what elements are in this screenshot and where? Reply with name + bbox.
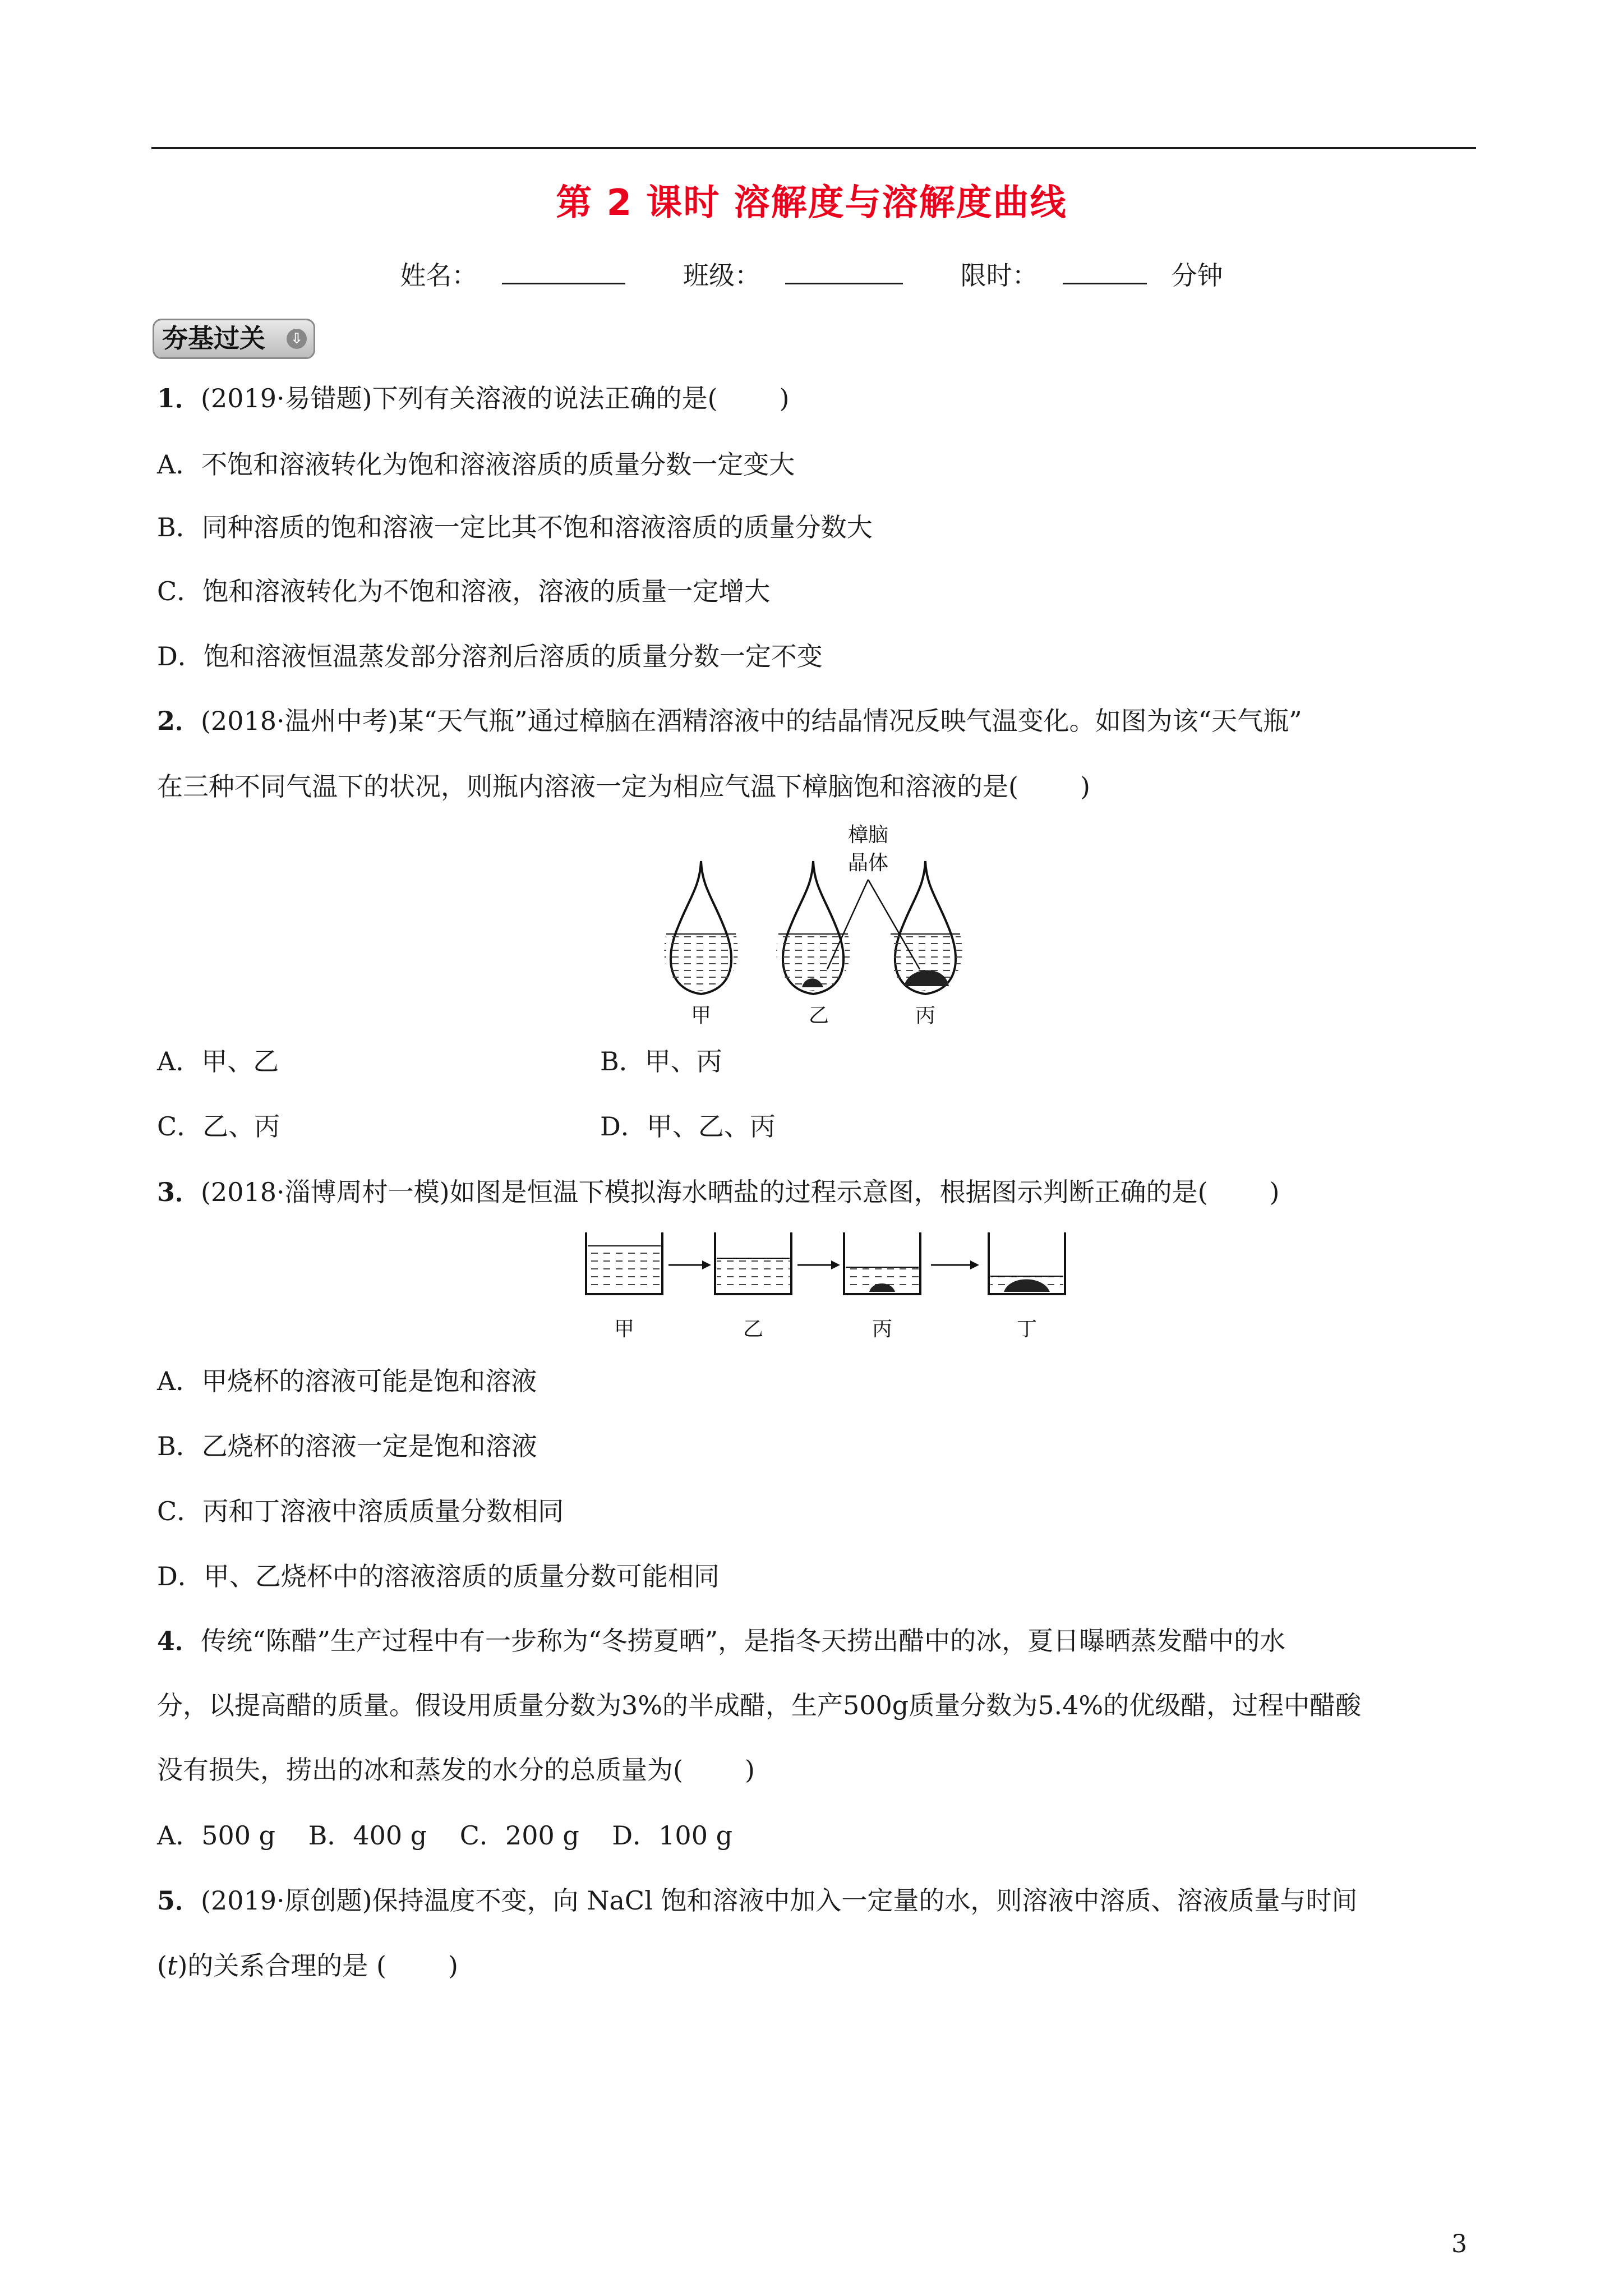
q1-option-d: D．饱和溶液恒温蒸发部分溶剂后溶质的质量分数一定不变 xyxy=(157,641,823,671)
q2-stem-line2 xyxy=(157,770,1090,803)
q1-number: 1． xyxy=(157,383,201,413)
label-yi: 乙 xyxy=(808,1004,829,1027)
q3-stem xyxy=(157,1175,1280,1209)
q5-open-paren: ( xyxy=(157,1950,167,1981)
time-blank[interactable] xyxy=(1063,257,1147,284)
q4-close-paren: ) xyxy=(744,1755,755,1785)
class-label: 班级： xyxy=(683,260,760,291)
q4-stem-line3 xyxy=(157,1753,755,1787)
beaker-ding xyxy=(989,1232,1065,1294)
section-badge-label: 夯基过关 xyxy=(162,323,265,353)
q4-text-3: 没有损失，捞出的冰和蒸发的水分的总质量为( xyxy=(157,1755,683,1785)
q1-option-a: A．不饱和溶液转化为饱和溶液溶质的质量分数一定变大 xyxy=(157,449,795,480)
bottle-jia xyxy=(664,861,738,994)
q3-option-d: D．甲、乙烧杯中的溶液溶质的质量分数可能相同 xyxy=(157,1561,720,1591)
q1-close-paren: ) xyxy=(779,383,790,413)
beaker-bing xyxy=(844,1232,920,1294)
q3-number: 3． xyxy=(157,1177,201,1207)
q5-text-1: (2019·原创题)保持温度不变，向 NaCl 饱和溶液中加入一定量的水，则溶液中溶质、溶液质量与时间 xyxy=(201,1885,1358,1916)
q1-option-c: C．饱和溶液转化为不饱和溶液，溶液的质量一定增大 xyxy=(157,576,771,606)
page-number: 3 xyxy=(1451,2230,1467,2258)
q4-stem-line2: 分，以提高醋的质量。假设用质量分数为3%的半成醋，生产500g质量分数为5.4%的优级醋，过程中醋酸 xyxy=(157,1690,1362,1720)
q3-option-a: A．甲烧杯的溶液可能是饱和溶液 xyxy=(157,1366,537,1396)
q5-close-paren: ) xyxy=(448,1950,458,1981)
q3-text: (2018·淄博周村一模)如图是恒温下模拟海水晒盐的过程示意图，根据图示判断正确的是( xyxy=(201,1177,1208,1207)
evaporation-figure xyxy=(578,1226,1071,1349)
beaker-yi xyxy=(715,1232,791,1294)
q5-text-2: )的关系合理的是 ( xyxy=(177,1950,386,1981)
label-beaker-bing: 丙 xyxy=(872,1318,893,1341)
page-title: 第 2 课时 溶解度与溶解度曲线 xyxy=(556,182,1067,224)
bottle-bing xyxy=(888,861,962,994)
q2-option-b: B．甲、丙 xyxy=(600,1046,722,1076)
beaker-jia xyxy=(586,1232,662,1294)
label-beaker-ding: 丁 xyxy=(1016,1318,1038,1341)
q3-option-c: C．丙和丁溶液中溶质质量分数相同 xyxy=(157,1496,564,1526)
q4-number: 4． xyxy=(157,1626,201,1656)
time-unit: 分钟 xyxy=(1171,260,1223,291)
label-beaker-jia: 甲 xyxy=(614,1318,635,1341)
q2-option-d: D．甲、乙、丙 xyxy=(600,1111,776,1142)
q5-stem-line1 xyxy=(157,1884,1357,1917)
label-beaker-yi: 乙 xyxy=(743,1318,764,1341)
q2-close-paren: ) xyxy=(1080,771,1090,802)
q4-options: A．500 g B．400 g C．200 g D．100 g xyxy=(157,1820,733,1851)
bottle-yi xyxy=(776,861,850,994)
name-label: 姓名： xyxy=(400,260,478,291)
q5-stem-line2 xyxy=(157,1949,458,1982)
q5-number: 5． xyxy=(157,1885,201,1916)
callout-line2: 晶体 xyxy=(847,852,889,875)
time-label: 限时： xyxy=(960,260,1038,291)
name-blank[interactable] xyxy=(502,257,625,284)
q2-option-a: A．甲、乙 xyxy=(157,1046,279,1076)
weather-bottle-figure xyxy=(634,819,1038,1032)
q4-text-1: 传统“陈醋”生产过程中有一步称为“冬捞夏晒”，是指冬天捞出醋中的冰，夏日曝晒蒸发醋中的水 xyxy=(201,1626,1286,1656)
q2-stem-line1 xyxy=(157,704,1302,738)
label-bing: 丙 xyxy=(915,1004,936,1027)
q2-number: 2． xyxy=(157,706,201,736)
q2-options-row1 xyxy=(157,1045,722,1078)
q2-text-2: 在三种不同气温下的状况，则瓶内溶液一定为相应气温下樟脑饱和溶液的是( xyxy=(157,771,1018,802)
q3-option-b: B．乙烧杯的溶液一定是饱和溶液 xyxy=(157,1431,537,1461)
q1-stem xyxy=(157,381,790,415)
q1-option-b: B．同种溶质的饱和溶液一定比其不饱和溶液溶质的质量分数大 xyxy=(157,512,873,542)
callout-line1: 樟脑 xyxy=(847,823,889,846)
header-rule xyxy=(151,147,1476,149)
q2-text-1: (2018·温州中考)某“天气瓶”通过樟脑在酒精溶液中的结晶情况反映气温变化。如图为该“天气瓶” xyxy=(201,706,1302,736)
q5-time-variable: t xyxy=(167,1950,178,1981)
q4-stem-line1 xyxy=(157,1624,1285,1658)
label-jia: 甲 xyxy=(690,1004,712,1027)
q2-option-c: C．乙、丙 xyxy=(157,1111,280,1142)
q2-options-row2 xyxy=(157,1110,776,1143)
download-arrow-icon: ⇩ xyxy=(287,329,307,349)
section-badge xyxy=(153,319,315,359)
q1-text: (2019·易错题)下列有关溶液的说法正确的是( xyxy=(201,383,718,413)
student-info-line xyxy=(0,255,1623,292)
q3-close-paren: ) xyxy=(1269,1177,1280,1207)
class-blank[interactable] xyxy=(785,257,903,284)
